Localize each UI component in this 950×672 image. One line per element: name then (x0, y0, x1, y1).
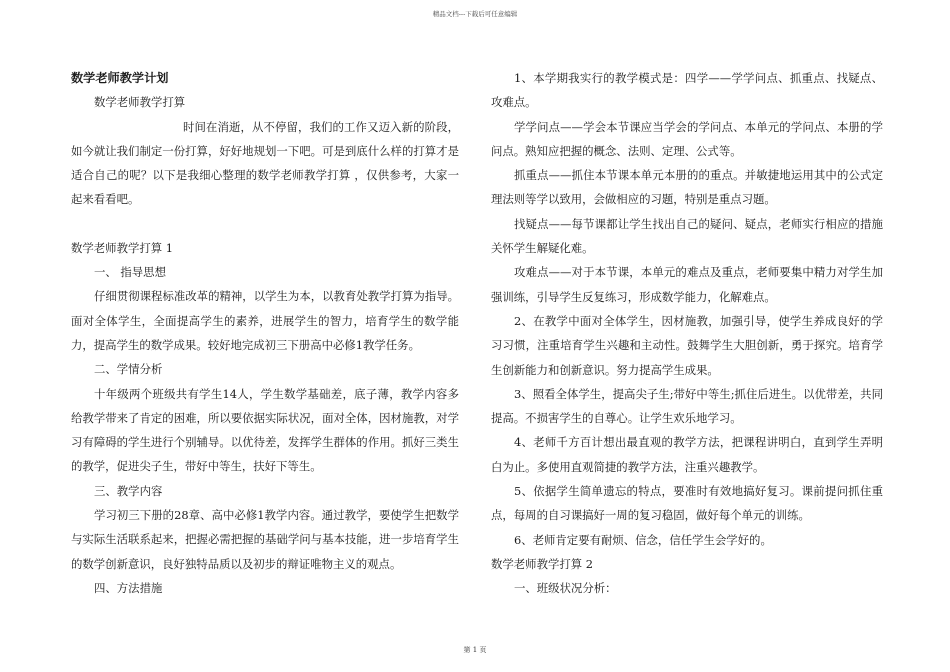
plan-2-heading: 数学老师教学打算 2 (491, 556, 593, 571)
section-2-text: 十年级两个班级共有学生14人，学生数学基础差，底子薄，教学内容多给教学带来了肯定的困难，所以要依据实际状况，面对全体，因材施教，对学习有障碍的学生进行个别辅导。以优待差，发挥学生群体的作用。抓好三类生的教学，促进尖子生，带好中等生，扶好下等生。 (71, 386, 459, 474)
section-1-text: 仔细贯彻课程标准改革的精神，以学生为本，以教育处教学打算为指导。面对全体学生，全面提高学生的素养，进展学生的智力，培育学生的数学能力，提高学生的数学成果。较好地完成初三下册高中必修1教学任务。 (71, 289, 459, 352)
method-paragraph-8: 4、老师千方百计想出最直观的教学方法，把课程讲明白，直到学生弄明白为止。多使用直观简捷的教学方法，注重兴趣教学。 (491, 435, 883, 474)
section-3-heading: 三、教学内容 (94, 483, 163, 498)
document-title: 数学老师教学计划 (71, 71, 169, 85)
method-paragraph-9: 5、依据学生简单遗忘的特点，要准时有效地搞好复习。课前提问抓住重点，每周的自习课搞好一周的复习稳固，做好每个单元的训练。 (491, 484, 883, 523)
method-paragraph-10: 6、老师肯定要有耐烦、信念，信任学生会学好的。 (514, 532, 772, 547)
page-number: 第 1 页 (463, 646, 487, 654)
document-subtitle: 数学老师教学打算 (94, 95, 186, 110)
right-column (491, 66, 883, 601)
section-4-heading: 四、方法措施 (94, 580, 163, 595)
method-paragraph-3: 抓重点——抓住本节课本单元本册的的重点。并敏捷地运用其中的公式定理法则等学以致用，会做相应的习题，特别是重点习题。 (491, 168, 883, 207)
page-header-note: 精品文档---下载后可任意编辑 (432, 10, 518, 18)
section-3-text: 学习初三下册的28章、高中必修1教学内容。通过教学，要使学生把数学与实际生活联系起来，把握必需把握的基础学问与基本技能，进一步培育学生的数学创新意识，良好独特品质以及初步的辩证唯物主义的观点。 (71, 508, 459, 571)
method-paragraph-1: 1、本学期我实行的教学模式是：四学——学学问点、抓重点、找疑点、攻难点。 (491, 71, 883, 110)
method-paragraph-7: 3、照看全体学生，提高尖子生;带好中等生;抓住后进生。以优带差，共同提高。不损害学生的自尊心。让学生欢乐地学习。 (491, 386, 883, 426)
method-paragraph-2: 学学问点——学会本节课应当学会的学问点、本单元的学问点、本册的学问点。熟知应把握的概念、法则、定理、公式等。 (491, 119, 883, 158)
method-paragraph-6: 2、在教学中面对全体学生，因材施教，加强引导，使学生养成良好的学习习惯，注重培育学生兴趣和主动性。鼓舞学生大胆创新，勇于探究。培育学生创新能力和创新意识。努力提高学生成果。 (491, 313, 883, 377)
section-2-heading: 二、学情分析 (94, 362, 163, 377)
intro-paragraph: 时间在消逝，从不停留，我们的工作又迈入新的阶段，如今就让我们制定一份打算，好好地规划一下吧。可是到底什么样的打算才是适合自己的呢？以下是我细心整理的数学老师教学打算 ，仅供参考，大家一起来看看吧。 (71, 119, 459, 207)
method-paragraph-4: 找疑点——每节课都让学生找出自己的疑问、疑点，老师实行相应的措施关怀学生解疑化难。 (491, 216, 883, 256)
plan-2-section-1-heading: 一、班级状况分析： (514, 581, 617, 596)
section-1-heading: 一、 指导思想 (94, 265, 166, 280)
section-gap (71, 212, 459, 236)
method-paragraph-5: 攻难点——对于本节课，本单元的难点及重点，老师要集中精力对学生加强训练，引导学生反复练习，形成数学能力，化解难点。 (491, 265, 883, 304)
left-column (71, 66, 459, 600)
plan-1-heading: 数学老师教学打算 1 (71, 240, 173, 255)
